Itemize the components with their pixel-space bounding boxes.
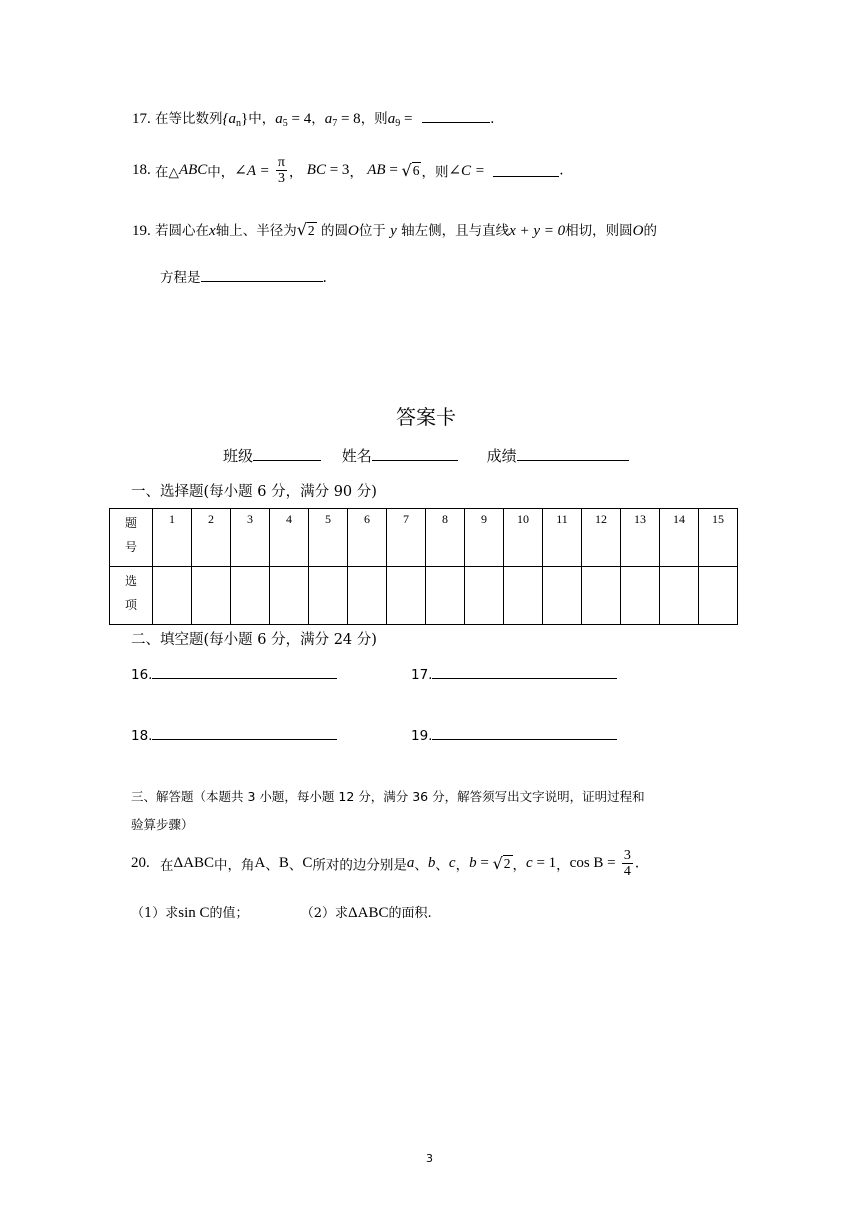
question-17: 17. 在等比数列$\{a_n\}$中，$a_5 = 4$，$a_7 = 8$，则$a_9$ = . [132, 111, 495, 129]
q19-answer-blank[interactable] [201, 269, 323, 282]
question-number-cell: 14 [660, 509, 699, 567]
sqrt-symbol: √ [296, 220, 307, 239]
section-3-heading-line1: 三、解答题（本题共 3 小题，每小题 12 分，满分 36 分，解答须写出文字说明，证明过程和 [131, 789, 645, 804]
answer-cell[interactable] [621, 567, 660, 625]
answer-cell[interactable] [699, 567, 738, 625]
sqrt-symbol: √ [492, 854, 503, 873]
question-number-cell: 6 [348, 509, 387, 567]
fill-answer-17-blank[interactable] [432, 664, 617, 679]
question-19-line2: 方程是 . [160, 270, 327, 286]
section-3-heading-line2: 验算步骤） [131, 817, 194, 832]
fill-answer-16: 16. [131, 664, 337, 683]
answer-cell[interactable] [660, 567, 699, 625]
sqrt-symbol: √ [401, 161, 412, 180]
fill-answer-18-blank[interactable] [152, 725, 337, 740]
question-18: 18. 在△ABC中，∠A = $\frac{\pi}{3}$ ， BC = 3， AB = √6 ，则∠C = . [132, 155, 564, 186]
q18-answer-blank[interactable] [493, 164, 559, 177]
score-label: 成绩 [486, 447, 517, 465]
fill-answer-19-blank[interactable] [432, 725, 617, 740]
q17-number: 17. [132, 111, 151, 127]
student-info-row [223, 445, 629, 466]
question-number-cell: 12 [582, 509, 621, 567]
section-1-heading: 一、选择题(每小题 6 分，满分 90 分) [131, 484, 377, 500]
class-field[interactable] [253, 445, 321, 461]
answer-cell[interactable] [426, 567, 465, 625]
question-number-cell: 9 [465, 509, 504, 567]
question-20-parts [131, 902, 432, 922]
pi-over-3-fraction: $\frac{\pi}{3}$ [277, 155, 285, 186]
question-number-cell: 2 [192, 509, 231, 567]
section-2-heading: 二、填空题(每小题 6 分，满分 24 分) [131, 632, 377, 648]
answer-cell[interactable] [153, 567, 192, 625]
fill-answer-17: 17. [411, 664, 617, 683]
three-quarters-fraction: $\frac{3}{4}$ [623, 848, 631, 879]
answer-cell[interactable] [504, 567, 543, 625]
answer-option-row [110, 567, 738, 625]
question-number-header: 题 号 [110, 509, 153, 567]
answer-cell[interactable] [543, 567, 582, 625]
question-number-cell: 13 [621, 509, 660, 567]
answer-cell[interactable] [582, 567, 621, 625]
fill-answer-19: 19. [411, 725, 617, 744]
part-2: （2）求ΔABC的面积. [300, 905, 432, 921]
multiple-choice-answer-table [109, 508, 738, 625]
answer-cell[interactable] [465, 567, 504, 625]
q20-number: 20. [131, 855, 150, 871]
answer-cell[interactable] [192, 567, 231, 625]
fill-answer-16-blank[interactable] [152, 664, 337, 679]
question-number-cell: 8 [426, 509, 465, 567]
question-20: 20. 在ΔABC中，角A、B、C所对的边分别是a、b、c，b = √2 ，c = 1，cos B = $\frac{3}{4}$ . [131, 848, 640, 879]
q19-number: 19. [132, 223, 151, 239]
question-number-cell: 11 [543, 509, 582, 567]
answer-cell[interactable] [270, 567, 309, 625]
q17-answer-blank[interactable] [422, 110, 490, 123]
answer-cell[interactable] [348, 567, 387, 625]
question-number-row [110, 509, 738, 567]
question-number-cell: 10 [504, 509, 543, 567]
question-number-cell: 4 [270, 509, 309, 567]
class-label: 班级 [223, 447, 254, 465]
fill-answer-18: 18. [131, 725, 337, 744]
question-number-cell: 3 [231, 509, 270, 567]
answer-cell[interactable] [309, 567, 348, 625]
answer-cell[interactable] [231, 567, 270, 625]
name-label: 姓名 [341, 447, 372, 465]
question-number-cell: 5 [309, 509, 348, 567]
page-number: 3 [426, 1152, 433, 1165]
q18-number: 18. [132, 162, 151, 178]
answer-cell[interactable] [387, 567, 426, 625]
part-1: （1）求sin C的值； [131, 905, 249, 921]
answer-option-header: 选 项 [110, 567, 153, 625]
answer-card-title: 答案卡 [396, 405, 456, 429]
question-number-cell: 7 [387, 509, 426, 567]
score-field[interactable] [517, 445, 629, 461]
question-number-cell: 15 [699, 509, 738, 567]
question-19: 19. 若圆心在x轴上、半径为√2 的圆O位于 y 轴左侧，且与直线x + y = 0相切，则圆O的 [132, 220, 657, 239]
name-field[interactable] [372, 445, 458, 461]
question-number-cell: 1 [153, 509, 192, 567]
